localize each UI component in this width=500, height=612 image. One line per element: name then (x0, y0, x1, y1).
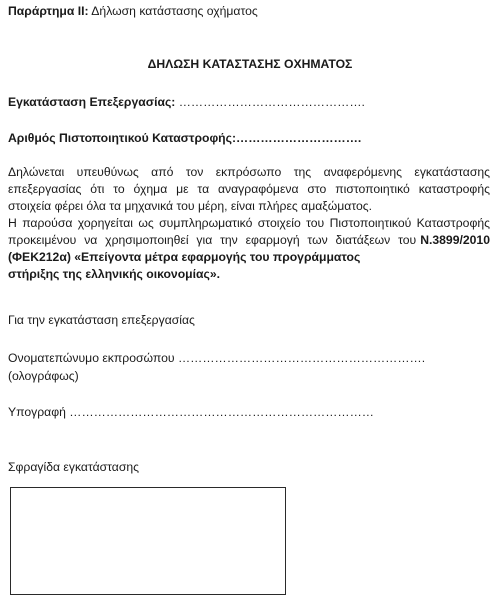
declaration-line-5-text: προκειμένου να χρησιμοποιηθεί για την εφαρμογή των διατάξεων του (8, 233, 417, 247)
declaration-line-1: Δηλώνεται υπευθύνως από τον εκπρόσωπο της αναφερόμενης εγκατάστασης (8, 165, 490, 179)
annex-text: Δήλωση κατάστασης οχήματος (88, 4, 258, 18)
name-label: Ονοματεπώνυμο εκπροσώπου (8, 351, 175, 365)
facility-dots: ………………………………………. (175, 95, 365, 109)
declaration-line-6: (ΦΕΚ212α) «Επείγοντα μέτρα εφαρμογής του προγράμματος (8, 250, 361, 264)
law-reference: Ν.3899/2010 (420, 233, 490, 247)
signature-label: Υπογραφή (8, 405, 66, 419)
annex-heading (8, 3, 258, 20)
certificate-label: Αριθμός Πιστοποιητικού Καταστροφής: (8, 131, 237, 145)
name-dots: ……………………………………………………. (174, 351, 426, 365)
declaration-line-5 (8, 232, 490, 249)
declaration-line-4: Η παρούσα χορηγείται ως συμπληρωματικό στοιχείο του Πιστοποιητικού Καταστροφής (8, 216, 490, 230)
on-behalf-text: Για την εγκατάσταση επεξεργασίας (8, 313, 195, 327)
declaration-line-2: επεξεργασίας ότι το όχημα με τα αναγραφόμενα στο πιστοποιητικό καταστροφής (8, 182, 490, 196)
signature-dots: ………………………………………………………………… (65, 405, 374, 419)
stamp-label: Σφραγίδα εγκατάστασης (8, 460, 140, 474)
annex-label: Παράρτημα ΙΙ: (8, 4, 89, 18)
facility-field (8, 94, 365, 111)
document-title: ΔΗΛΩΣΗ ΚΑΤΑΣΤΑΣΗΣ ΟΧΗΜΑΤΟΣ (147, 57, 353, 71)
certificate-dots: …………………………. (236, 131, 362, 145)
representative-name-field (8, 350, 425, 367)
declaration-line-7: στήριξης της ελληνικής οικονομίας». (8, 267, 220, 281)
facility-label: Εγκατάσταση Επεξεργασίας: (8, 95, 176, 109)
signature-field (8, 404, 374, 421)
name-hint: (ολογράφως) (8, 369, 79, 383)
certificate-field (8, 130, 361, 147)
declaration-line-3: στοιχεία φέρει όλα τα μηχανικά του μέρη, είναι πλήρες αμαξώματος. (8, 199, 372, 213)
stamp-box (10, 487, 286, 595)
